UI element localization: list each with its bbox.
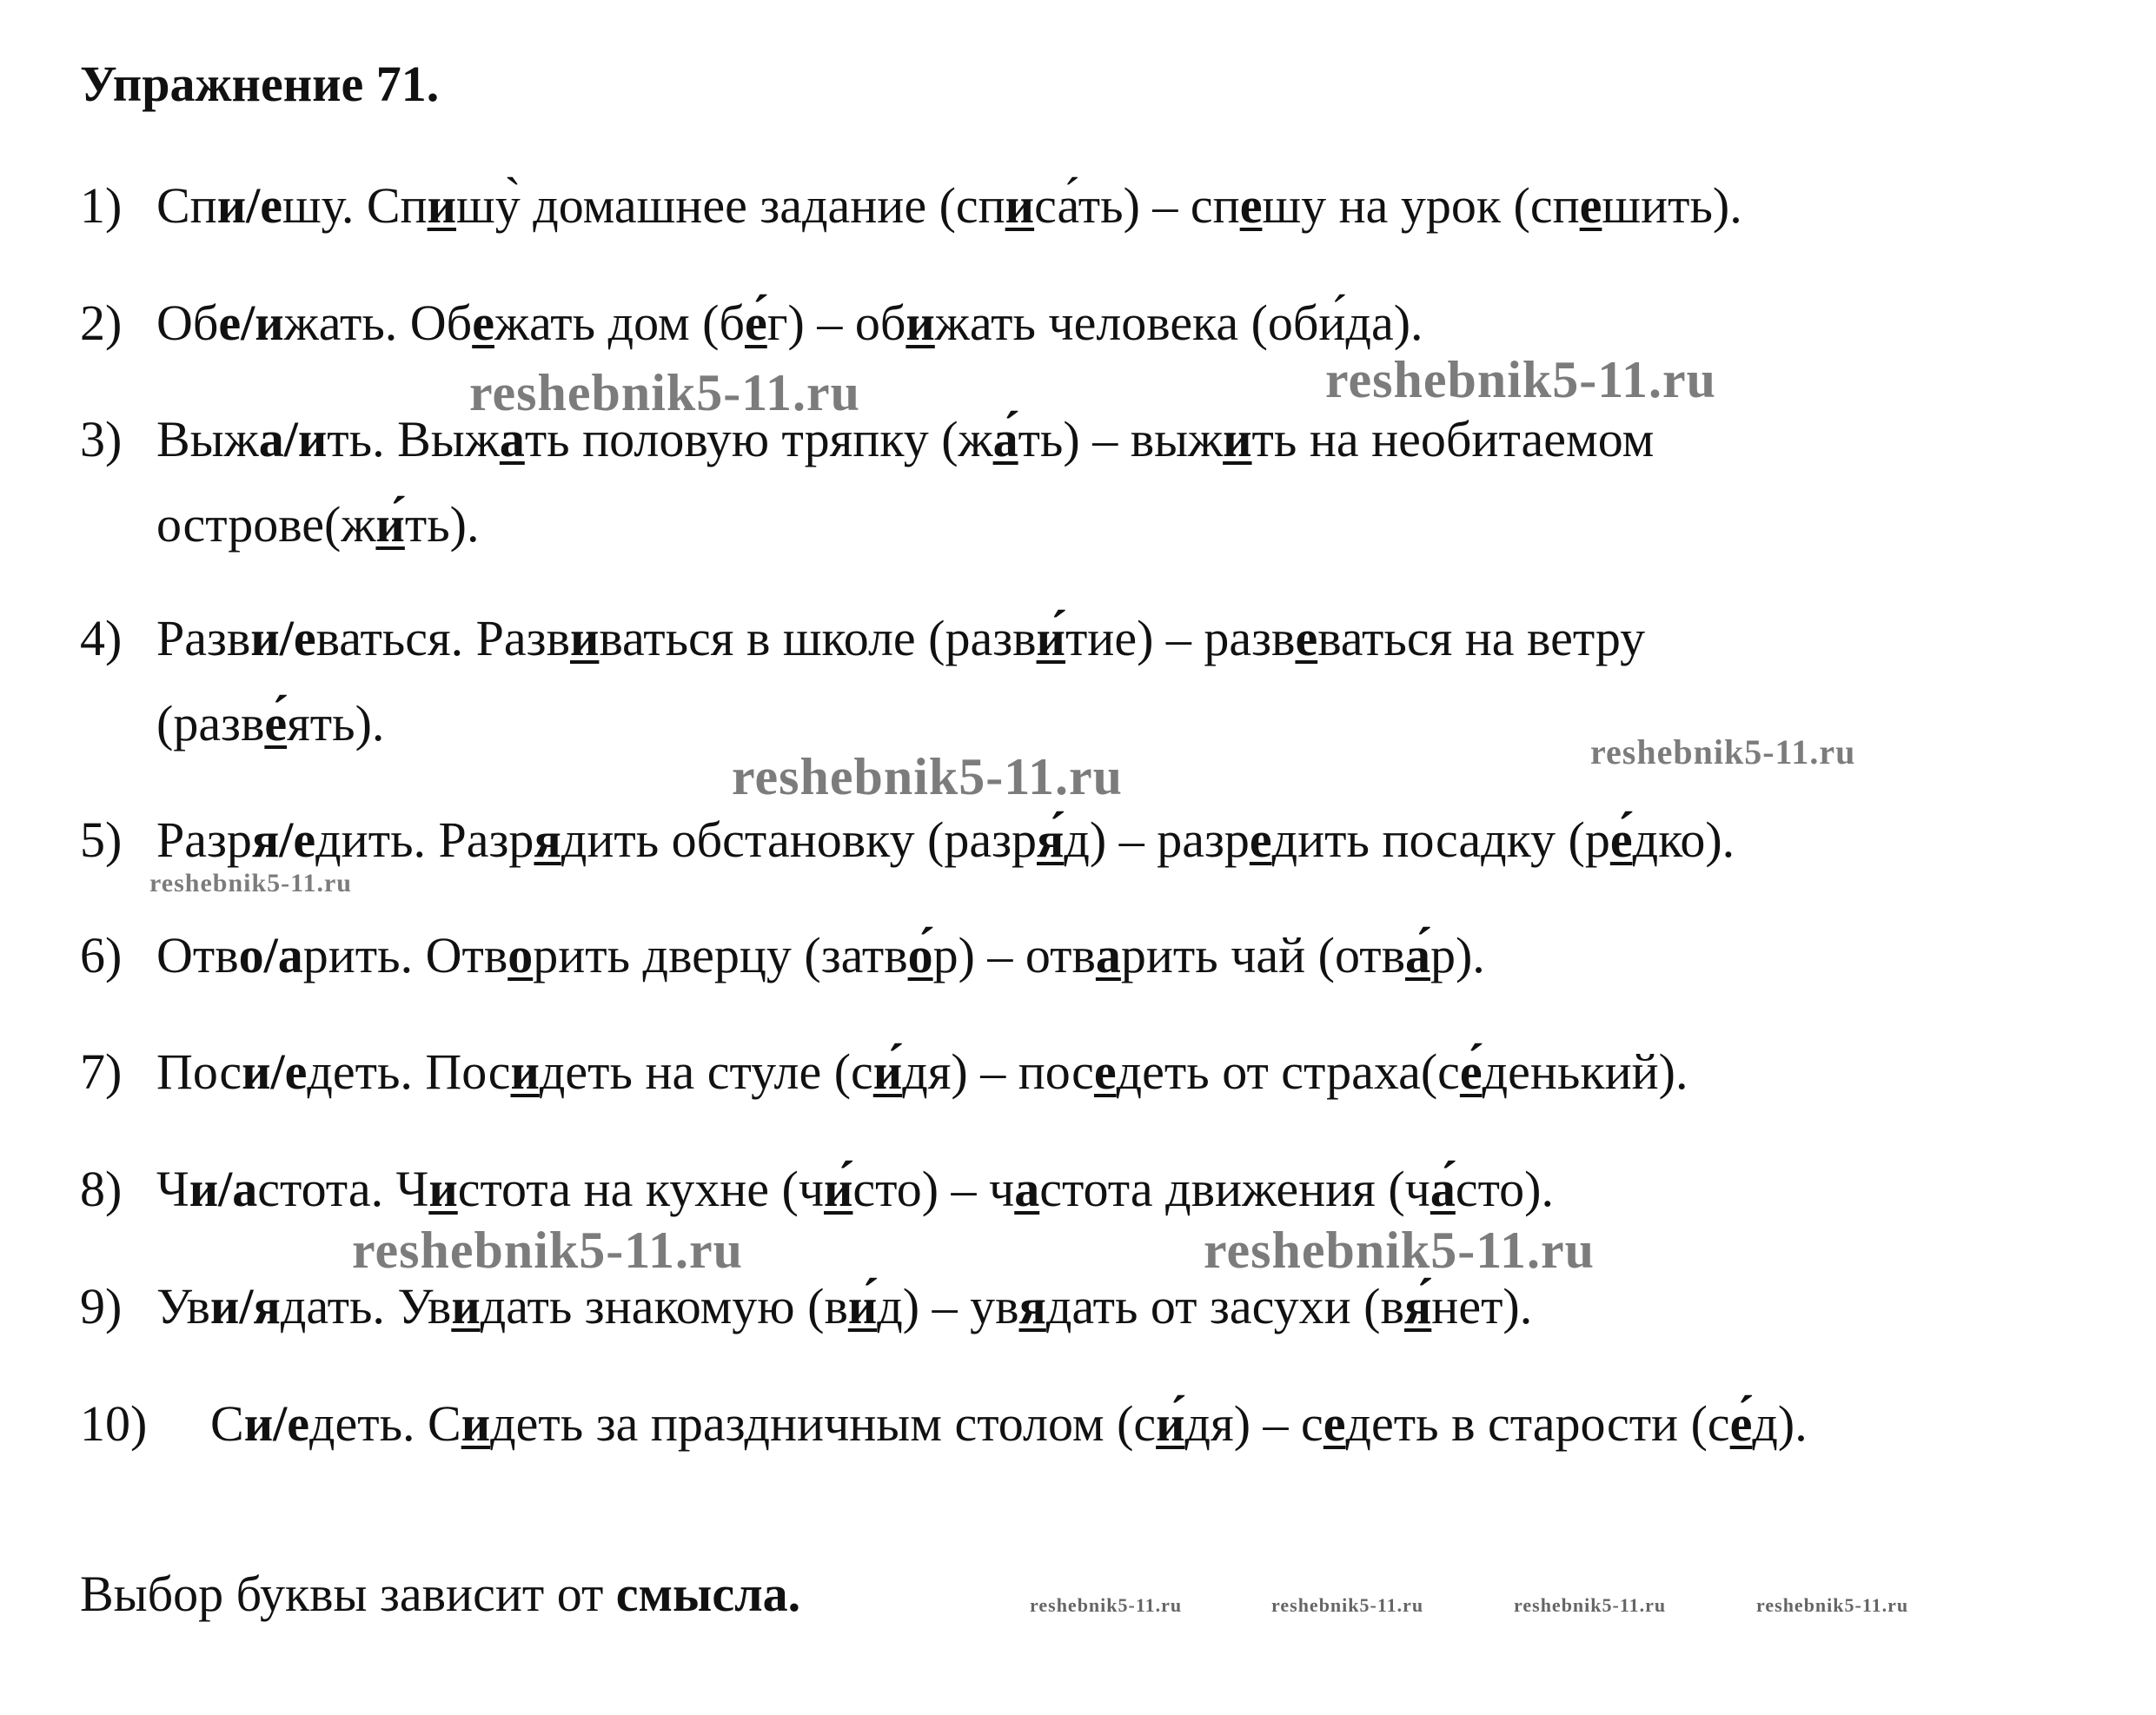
answer-letter: е	[1249, 811, 1272, 868]
watermark: reshebnik5-11.ru	[1271, 1594, 1424, 1616]
item-text: р) – отв	[932, 927, 1096, 983]
watermark: reshebnik5-11.ru	[1590, 732, 1856, 771]
watermark: reshebnik5-11.ru	[1204, 1222, 1595, 1279]
answer-letter: е́	[1609, 811, 1633, 868]
item-text: стота. Ч	[257, 1161, 429, 1217]
item-text: жать. Об	[283, 295, 473, 351]
item-text: тие) – разв	[1065, 610, 1296, 666]
conclusion-bold: смысла.	[615, 1566, 801, 1622]
answer-letter: и́	[824, 1161, 853, 1217]
exercise-item	[80, 397, 1654, 567]
exercise-item-line	[80, 596, 1645, 681]
exercise-item-line	[80, 1147, 1554, 1232]
item-text: (разв	[156, 695, 265, 752]
item-text: рить. Отв	[302, 927, 508, 983]
item-text: шу на урок (сп	[1262, 177, 1580, 234]
exercise-item-line	[80, 1030, 1688, 1115]
item-text: ть. Выж	[327, 411, 500, 467]
exercise-item	[80, 913, 1485, 998]
item-text: р).	[1430, 927, 1485, 983]
answer-letter: е́	[264, 695, 288, 752]
answer-letter: я	[1018, 1278, 1046, 1334]
item-text: деть за праздничным столом (с	[490, 1395, 1157, 1452]
answer-letter: е	[1323, 1395, 1346, 1452]
answer-letter: а́	[992, 411, 1018, 467]
item-number: 8)	[80, 1161, 123, 1217]
item-text: стота на кухне (ч	[457, 1161, 824, 1217]
answer-letter: а́	[1404, 927, 1430, 983]
item-text: сто).	[1455, 1161, 1554, 1217]
item-text: ваться в школе (разв	[599, 610, 1037, 666]
item-text: ваться. Разв	[315, 610, 570, 666]
variant-letters: и/е	[242, 1043, 308, 1100]
watermark: reshebnik5-11.ru	[352, 1222, 743, 1279]
item-text: С	[210, 1395, 244, 1452]
answer-letter: и	[906, 295, 935, 351]
exercise-item-line	[80, 163, 1742, 248]
item-text: дать. Ув	[280, 1278, 452, 1334]
item-number: 10)	[80, 1395, 148, 1452]
item-text: дя) – с	[1184, 1395, 1323, 1452]
answer-letter: е́	[1729, 1395, 1753, 1452]
answer-letter: е́	[745, 295, 767, 351]
item-number: 4)	[80, 610, 123, 666]
answer-letter: е	[1239, 177, 1263, 234]
exercise-item-line	[80, 913, 1485, 998]
item-text: Отв	[156, 927, 239, 983]
exercise-item	[80, 1147, 1554, 1232]
item-text: сто) – ч	[852, 1161, 1015, 1217]
item-text: дать от засухи (в	[1045, 1278, 1404, 1334]
exercise-title: Упражнение 71.	[80, 56, 440, 112]
variant-letters: а/и	[258, 411, 328, 467]
watermark: reshebnik5-11.ru	[149, 869, 352, 897]
item-text: дить посадку (р	[1271, 811, 1610, 868]
exercise-item-line	[80, 1381, 1808, 1467]
answer-letter: и	[451, 1278, 481, 1334]
answer-letter: и	[461, 1395, 491, 1452]
item-text: Разв	[156, 610, 251, 666]
answer-letter: и́	[1156, 1395, 1185, 1452]
item-text: дить обстановку (разр	[561, 811, 1037, 868]
answer-letter: е	[1093, 1043, 1117, 1100]
answer-letter: е	[472, 295, 494, 351]
item-text: жать человека (оби́да).	[934, 295, 1423, 351]
conclusion-text: Выбор буквы зависит от	[80, 1566, 616, 1622]
item-text: деть. Пос	[307, 1043, 511, 1100]
exercise-item-line	[80, 281, 1423, 366]
item-number: 9)	[80, 1278, 123, 1334]
item-text: рить чай (отв	[1120, 927, 1405, 983]
item-text: деть от страха(с	[1116, 1043, 1460, 1100]
item-text: Пос	[156, 1043, 242, 1100]
item-text: ваться на ветру	[1317, 610, 1646, 666]
item-text: д) – разр	[1064, 811, 1250, 868]
answer-letter: а	[1095, 927, 1121, 983]
item-number: 1)	[80, 177, 123, 234]
answer-letter: е́	[1459, 1043, 1483, 1100]
item-text: шу̀ домашнее задание (сп	[456, 177, 1005, 234]
item-text: шу. Сп	[282, 177, 428, 234]
item-text: Ув	[156, 1278, 210, 1334]
answer-letter: и́	[847, 1278, 878, 1334]
variant-letters: е/и	[218, 295, 284, 351]
exercise-item	[80, 1030, 1688, 1115]
answer-letter: а	[1014, 1161, 1040, 1217]
answer-letter: и́	[1036, 610, 1065, 666]
watermark: reshebnik5-11.ru	[1514, 1594, 1667, 1616]
exercise-item	[80, 596, 1645, 766]
answer-letter: и	[1223, 411, 1252, 467]
variant-letters: я/е	[251, 811, 316, 868]
variant-letters: о/а	[238, 927, 303, 983]
answer-letter: е	[1579, 177, 1602, 234]
answer-letter: и	[1005, 177, 1035, 234]
answer-letter: и	[427, 177, 457, 234]
item-text: шить).	[1602, 177, 1742, 234]
answer-letter: и́	[375, 496, 405, 553]
answer-letter: о	[507, 927, 534, 983]
answer-letter: а	[499, 411, 525, 467]
item-number: 2)	[80, 295, 123, 351]
exercise-item-line	[80, 482, 1654, 567]
item-number: 7)	[80, 1043, 123, 1100]
item-text: д).	[1752, 1395, 1808, 1452]
item-text: жать дом (б	[494, 295, 745, 351]
item-text: дя) – пос	[902, 1043, 1094, 1100]
answer-letter: и	[510, 1043, 540, 1100]
variant-letters: и/а	[189, 1161, 258, 1217]
item-text: денький).	[1482, 1043, 1688, 1100]
answer-letter: а́	[1430, 1161, 1456, 1217]
item-text: ть) – выж	[1018, 411, 1224, 467]
watermark: reshebnik5-11.ru	[469, 364, 860, 421]
item-text: дать знакомую (в	[480, 1278, 848, 1334]
item-text: г) – об	[766, 295, 906, 351]
watermark: reshebnik5-11.ru	[732, 748, 1123, 805]
item-text: Сп	[156, 177, 217, 234]
item-text: деть. С	[308, 1395, 461, 1452]
answer-letter: е	[1295, 610, 1318, 666]
answer-letter: о́	[907, 927, 933, 983]
item-text: стота движения (ч	[1039, 1161, 1430, 1217]
exercise-item	[80, 1381, 1808, 1467]
item-text: острове(ж	[156, 496, 376, 553]
item-text: ть половую тряпку (ж	[524, 411, 993, 467]
item-text: Об	[156, 295, 219, 351]
item-number: 6)	[80, 927, 123, 983]
conclusion-line	[80, 1564, 800, 1625]
watermark: reshebnik5-11.ru	[1325, 351, 1716, 408]
item-text: ть на необитаемом	[1251, 411, 1655, 467]
item-text: деть в старости (с	[1345, 1395, 1730, 1452]
variant-letters: и/е	[216, 177, 283, 234]
item-text: са́ть) – сп	[1034, 177, 1240, 234]
item-number: 5)	[80, 811, 123, 868]
answer-letter: я́	[1036, 811, 1065, 868]
answer-letter: и	[428, 1161, 458, 1217]
item-text: Ч	[156, 1161, 189, 1217]
watermark: reshebnik5-11.ru	[1030, 1594, 1183, 1616]
item-text: деть на стуле (с	[539, 1043, 873, 1100]
item-text: Разр	[156, 811, 252, 868]
item-text: нет).	[1431, 1278, 1533, 1334]
variant-letters: и/е	[250, 610, 316, 666]
item-text: Выж	[156, 411, 259, 467]
item-text: рить дверцу (затв	[533, 927, 908, 983]
item-text: дить. Разр	[315, 811, 534, 868]
answer-letter: я	[534, 811, 561, 868]
item-text: ять).	[287, 695, 385, 752]
watermark: reshebnik5-11.ru	[1756, 1594, 1909, 1616]
exercise-item	[80, 281, 1423, 366]
item-text: дко).	[1632, 811, 1735, 868]
item-number: 3)	[80, 411, 123, 467]
exercise-item	[80, 163, 1742, 248]
answer-letter: и́	[872, 1043, 903, 1100]
item-text: ть).	[404, 496, 480, 553]
answer-letter: и	[569, 610, 600, 666]
item-text: д) – ув	[877, 1278, 1019, 1334]
variant-letters: и/я	[209, 1278, 281, 1334]
variant-letters: и/е	[243, 1395, 309, 1452]
answer-letter: я́	[1403, 1278, 1432, 1334]
